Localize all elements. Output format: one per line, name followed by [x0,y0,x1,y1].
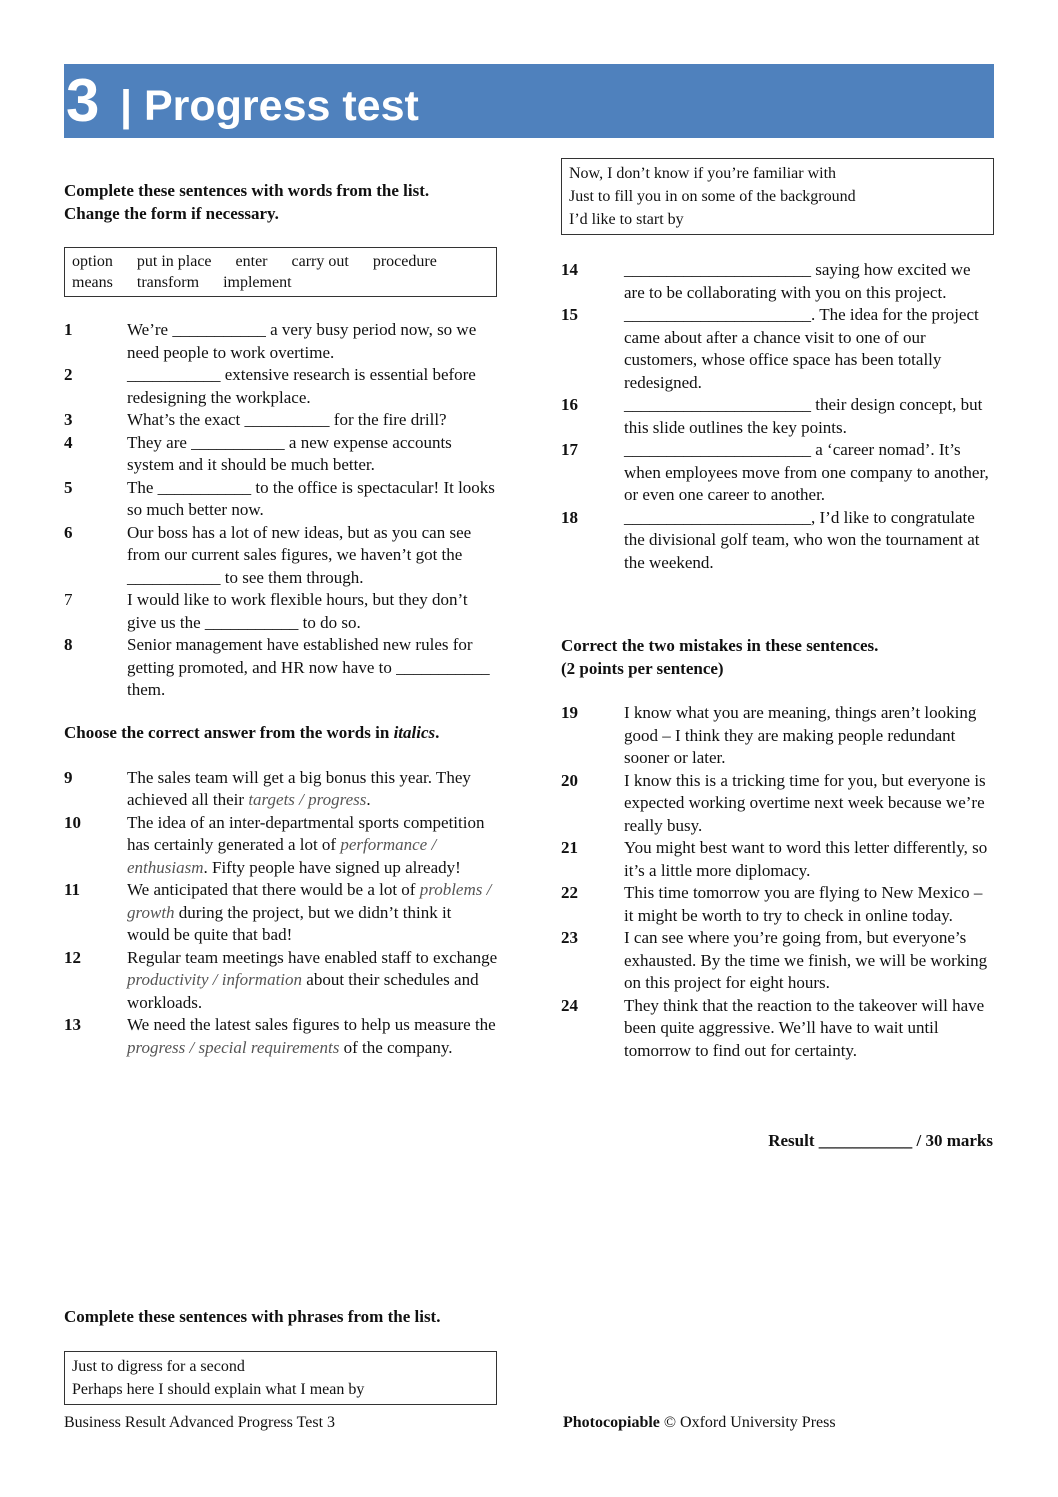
word-list-row [72,272,489,293]
answer-options: performance / enthusiasm [127,835,437,877]
word-put-in-place: put in place [136,253,212,270]
word-option: option [72,253,113,270]
question-23: 23 I can see where you’re going from, but everyone’s exhausted. By the time we finish, we will be working on this project for eight hours. [561,928,988,992]
answer-options: targets / progress [248,790,367,809]
answer-options: productivity / information [127,970,303,989]
title-banner [64,64,994,138]
section-3 [64,1306,498,1405]
section-1-questions [64,319,498,702]
phrase-list-box-2 [561,158,994,235]
question-22: 22 This time tomorrow you are flying to New Mexico – it might be worth to try to check in online today. [561,883,983,925]
phrase-item: Just to fill you in on some of the background [569,188,856,205]
section-4-instruction: Correct the two mistakes in these sentences. (2 points per sentence) [561,636,879,678]
page-title: | Progress test [120,82,419,130]
question-20: 20 I know this is a tricking time for you, but everyone is expected working overtime next week because we’re really busy. [561,770,986,835]
question-13: 13 We need the latest sales figures to help us measure the progress / special requirements of the company. [64,1015,496,1057]
word-implement: implement [223,274,292,291]
word-carry-out: carry out [291,253,349,270]
question-9: 9 The sales team will get a big bonus this year. They achieved all their targets / progress. [64,767,471,809]
word-transform: transform [136,274,200,291]
question-5: 5 The ___________ to the office is spectacular! It looks so much better now. [64,477,495,519]
question-12: 12 Regular team meetings have enabled staff to exchange productivity / information about their schedules and workloads. [64,947,498,1012]
result-line: Result ___________ / 30 marks [768,1131,993,1150]
question-24: 24 They think that the reaction to the takeover will have been quite aggressive. We’ll have to wait until tomorrow to find out for certainty. [561,995,985,1060]
section-3-instruction: Complete these sentences with phrases from the list. [64,1307,441,1326]
section-2 [64,722,498,1059]
unit-number: 3 [66,67,100,134]
question-2: 2 ___________ extensive research is essential before redesigning the workplace. [64,365,476,407]
word-list-box [64,247,497,297]
section-3-questions [561,259,995,574]
question-15: 15 ______________________. The idea for the project came about after a chance visit to one of our customers, whose office space has been totally redesigned. [561,305,979,392]
question-18: 18 ______________________, I’d like to congratulate the divisional golf team, who won the tournament at the weekend. [561,507,980,572]
question-19: 19 I know what you are meaning, things aren’t looking good – I think they are making people redundant sooner or later. [561,703,977,767]
question-16: 16 ______________________ their design concept, but this slide outlines the key points. [561,395,983,437]
question-1: 1 We’re ___________ a very busy period now, so we need people to work overtime. [64,320,477,362]
question-4: 4 They are ___________ a new expense accounts system and it should be much better. [64,432,452,474]
question-11: 11 We anticipated that there would be a lot of problems / growth during the project, but we didn’t think it would be quite that bad! [64,880,492,944]
result-blank[interactable]: ___________ [818,1131,913,1150]
phrase-item: I’d like to start by [569,211,684,228]
section-4-questions [561,702,995,1062]
question-17: 17 ______________________ a ‘career nomad’. It’s when employees move from one company to another, or even one career to another. [561,440,989,504]
phrase-item: Just to digress for a second [72,1357,245,1375]
section-4 [561,635,995,1062]
question-6: 6 Our boss has a lot of new ideas, but as you can see from our current sales figures, we haven’t got the ___________ to see them through. [64,522,472,587]
footer-right: Photocopiable © Oxford University Press [563,1414,836,1431]
word-procedure: procedure [372,253,437,270]
question-14: 14 ______________________ saying how excited we are to be collaborating with you on this project. [561,260,971,302]
section-2-instruction: Choose the correct answer from the words in italics. [64,723,440,742]
section-2-questions [64,767,498,1060]
word-means: means [72,274,113,291]
phrase-item: Perhaps here I should explain what I mean by [72,1380,365,1398]
phrase-list-box-1 [64,1351,497,1405]
answer-options: problems / growth [127,880,492,922]
word-list-row [72,251,489,272]
section-1 [64,180,498,702]
answer-options: progress / special requirements [127,1037,340,1057]
question-8: 8 Senior management have established new rules for getting promoted, and HR now have to ___________ them. [64,635,490,699]
section-1-instruction: Complete these sentences with words from the list. Change the form if necessary. [64,181,430,223]
question-10: 10 The idea of an inter-departmental sports competition has certainly generated a lot of performance / enthusiasm. Fifty people have signed up already! [64,812,485,877]
section-3-continued [561,158,995,574]
question-21: 21 You might best want to word this letter differently, so it’s a little more diplomacy. [561,838,988,880]
question-3: 3 What’s the exact __________ for the fire drill? [64,410,447,429]
question-7: 7 I would like to work flexible hours, but they don’t give us the ___________ to do so. [64,590,468,632]
phrase-item: Now, I don’t know if you’re familiar with [569,165,837,182]
word-enter: enter [235,253,268,270]
footer-left: Business Result Advanced Progress Test 3 [64,1414,336,1431]
